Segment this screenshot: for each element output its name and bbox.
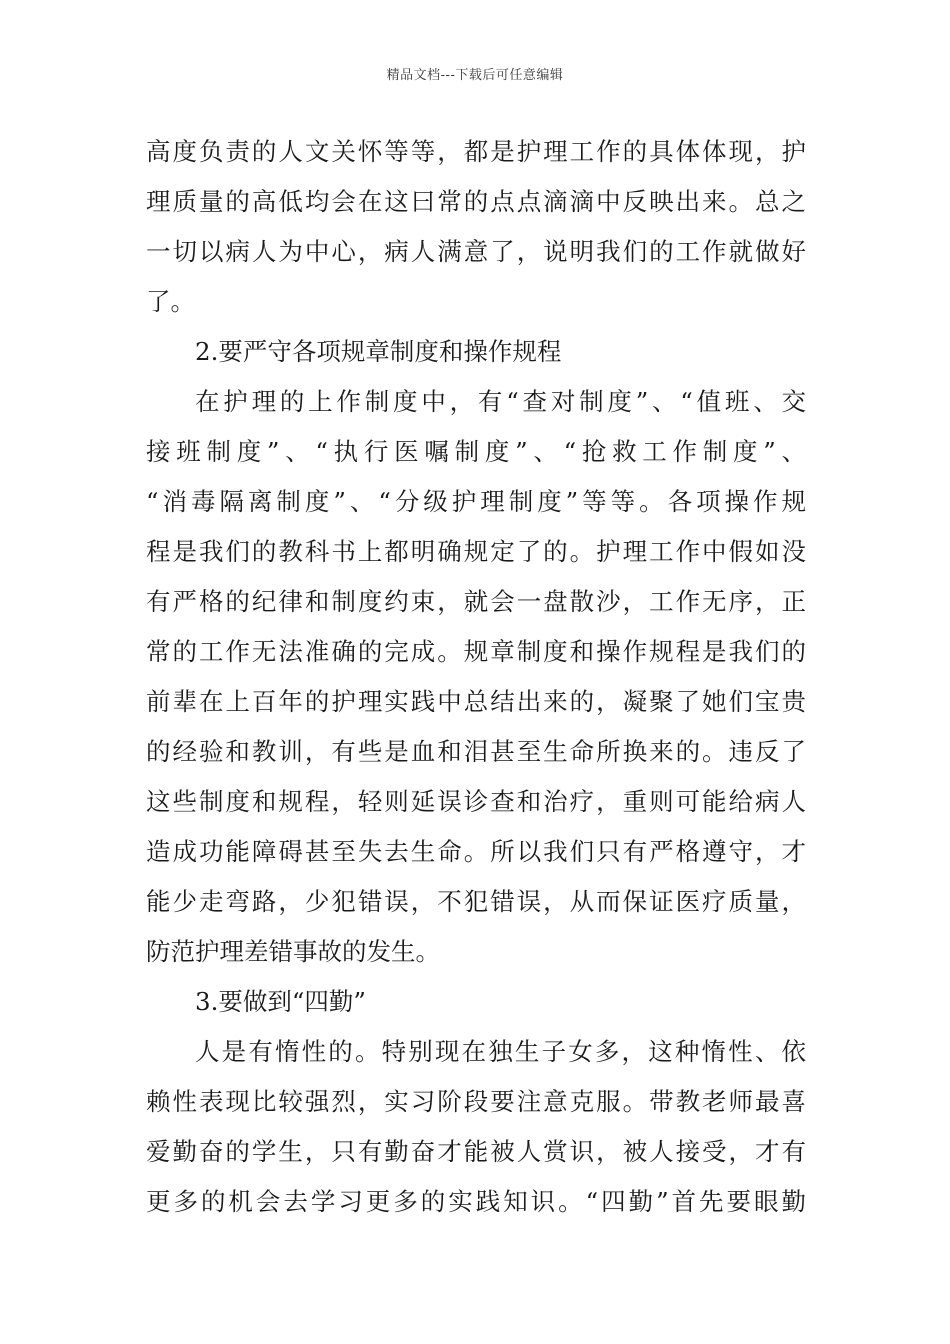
text-line: 更多的机会去学习更多的实践知识。“四勤”首先要眼勤 [146, 1187, 806, 1216]
text-line: 一切以病人为中心，病人满意了，说明我们的工作就做好 [146, 237, 806, 266]
text-line: 前辈在上百年的护理实践中总结出来的，凝聚了她们宝贵 [146, 687, 806, 716]
text-line: 了。 [146, 287, 195, 316]
text-line: 爱勤奋的学生，只有勤奋才能被人赏识，被人接受，才有 [146, 1137, 806, 1166]
text-line: 在护理的上作制度中，有“查对制度”、“值班、交 [195, 387, 806, 416]
text-line: 理质量的高低均会在这曰常的点点滴滴中反映出来。总之 [146, 187, 806, 216]
text-line: 的经验和教训，有些是血和泪甚至生命所换来的。违反了 [146, 737, 806, 766]
section-heading: 2.要严守各项规章制度和操作规程 [195, 337, 562, 366]
page-header: 精品文档---下载后可任意编辑 [386, 68, 564, 83]
text-line: 赖性表现比较强烈，实习阶段要注意克服。带教老师最喜 [146, 1087, 806, 1116]
document-body [146, 127, 806, 1227]
text-line: 能少走弯路，少犯错误，不犯错误，从而保证医疗质量， [146, 887, 806, 916]
text-line: 造成功能障碍甚至失去生命。所以我们只有严格遵守，才 [146, 837, 806, 866]
text-line: 这些制度和规程，轻则延误诊查和治疗，重则可能给病人 [146, 787, 806, 816]
section-heading: 3.要做到“四勤” [195, 987, 366, 1016]
text-line: 程是我们的教科书上都明确规定了的。护理工作中假如没 [146, 537, 806, 566]
text-line: 防范护理差错事故的发生。 [146, 937, 440, 966]
text-line: 接班制度”、“执行医嘱制度”、“抢救工作制度”、 [146, 437, 806, 466]
text-line: 高度负责的人文关怀等等，都是护理工作的具体体现，护 [146, 137, 806, 166]
text-line: 人是有惰性的。特别现在独生子女多，这种惰性、依 [195, 1037, 806, 1066]
text-line: 常的工作无法准确的完成。规章制度和操作规程是我们的 [146, 637, 806, 666]
text-line: 有严格的纪律和制度约束，就会一盘散沙，工作无序，正 [146, 587, 806, 616]
text-line: “消毒隔离制度”、“分级护理制度”等等。各项操作规 [146, 487, 806, 516]
